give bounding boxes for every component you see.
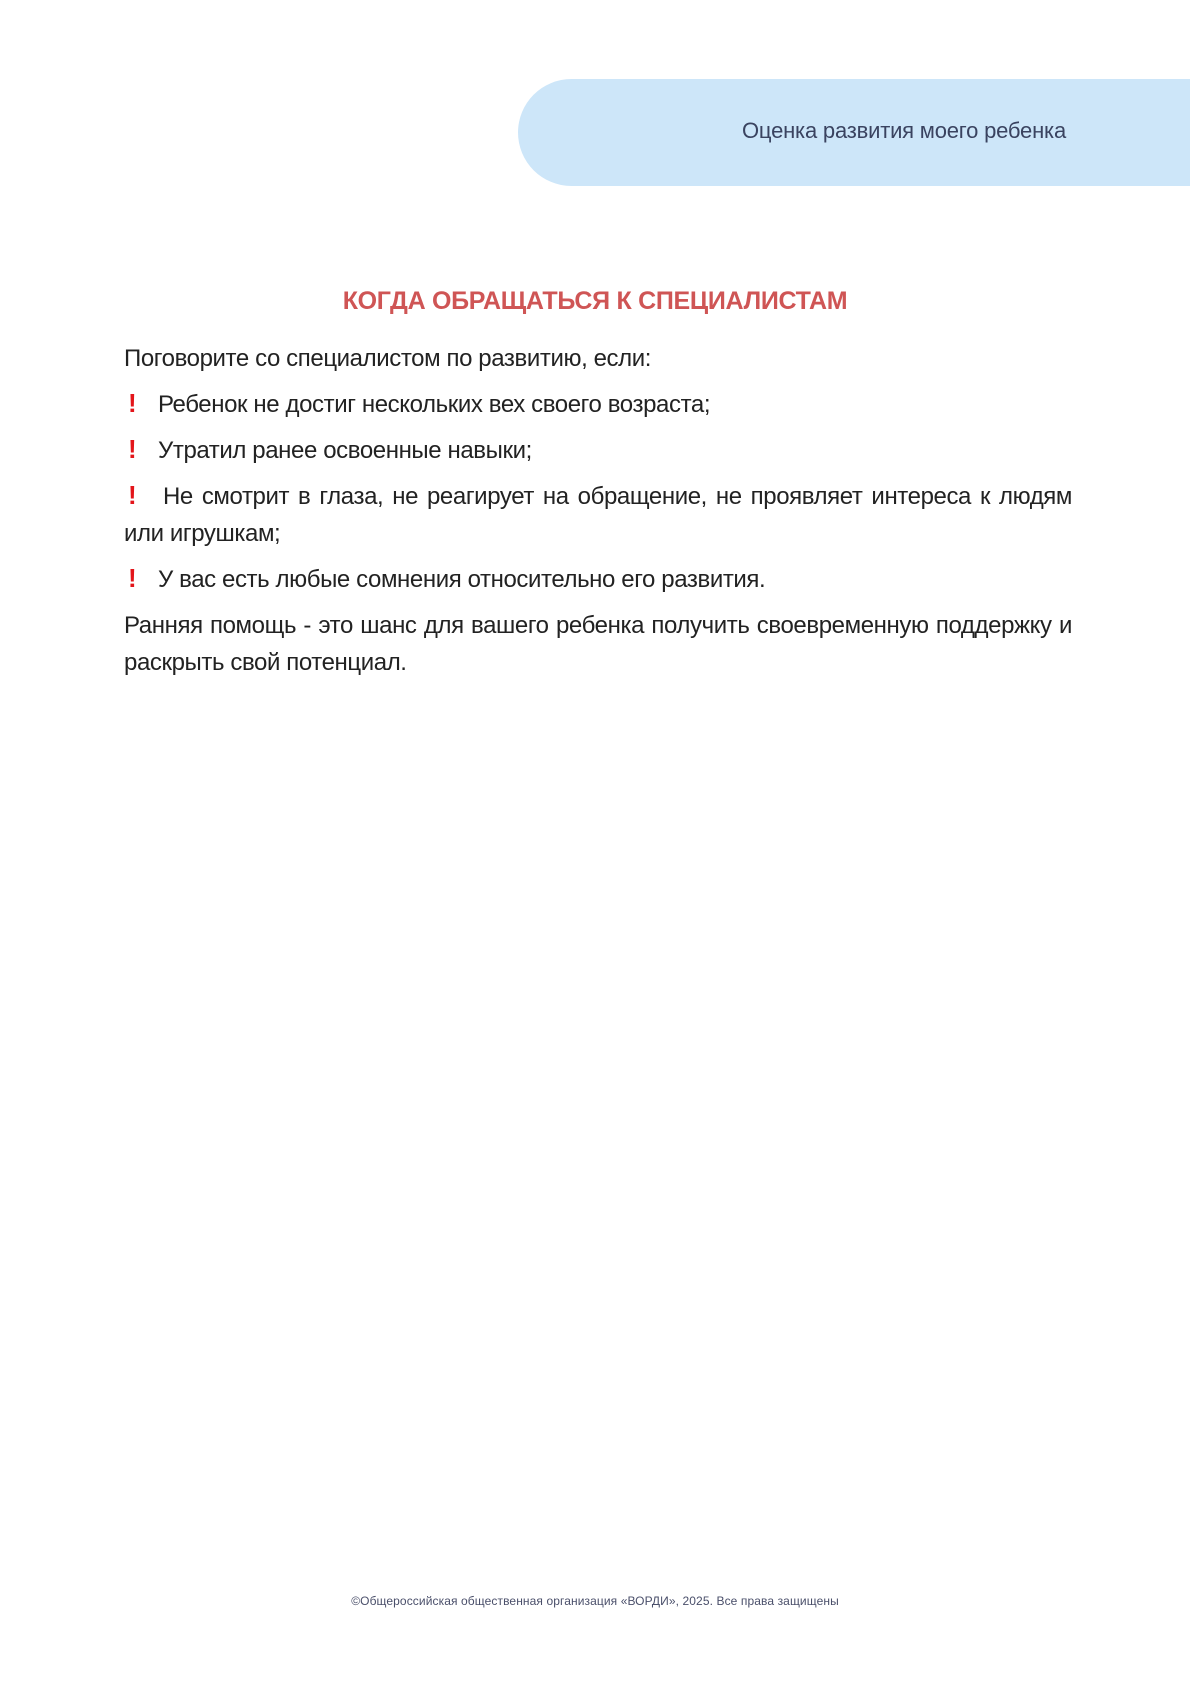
list-item-text: Утратил ранее освоенные навыки;: [158, 437, 532, 464]
list-item: [124, 478, 1072, 552]
list-item: [124, 432, 1072, 469]
document-header-title: Оценка развития моего ребенка: [742, 118, 1066, 143]
list-item: [124, 561, 1072, 598]
outro-text: Ранняя помощь - это шанс для вашего ребенка получить своевременную поддержку и раскрыть свой потенциал.: [124, 612, 1072, 676]
exclamation-icon: !: [128, 388, 137, 418]
list-item-text: У вас есть любые сомнения относительно его развития.: [158, 566, 766, 593]
exclamation-icon: !: [128, 434, 137, 464]
exclamation-icon: !: [128, 480, 137, 510]
list-item: [124, 386, 1072, 423]
copyright-footer: ©Общероссийская общественная организация «ВОРДИ», 2025. Все права защищены: [351, 1594, 839, 1608]
list-item-text: Ребенок не достиг нескольких вех своего возраста;: [158, 391, 711, 418]
warning-list: [124, 386, 1072, 598]
intro-text: Поговорите со специалистом по развитию, если:: [124, 345, 652, 372]
exclamation-icon: !: [128, 563, 137, 593]
section-title: КОГДА ОБРАЩАТЬСЯ К СПЕЦИАЛИСТАМ: [342, 287, 848, 315]
section-content: [124, 340, 1072, 681]
list-item-text: Не смотрит в глаза, не реагирует на обращение, не проявляет интереса к людям или игрушкам;: [124, 483, 1072, 547]
